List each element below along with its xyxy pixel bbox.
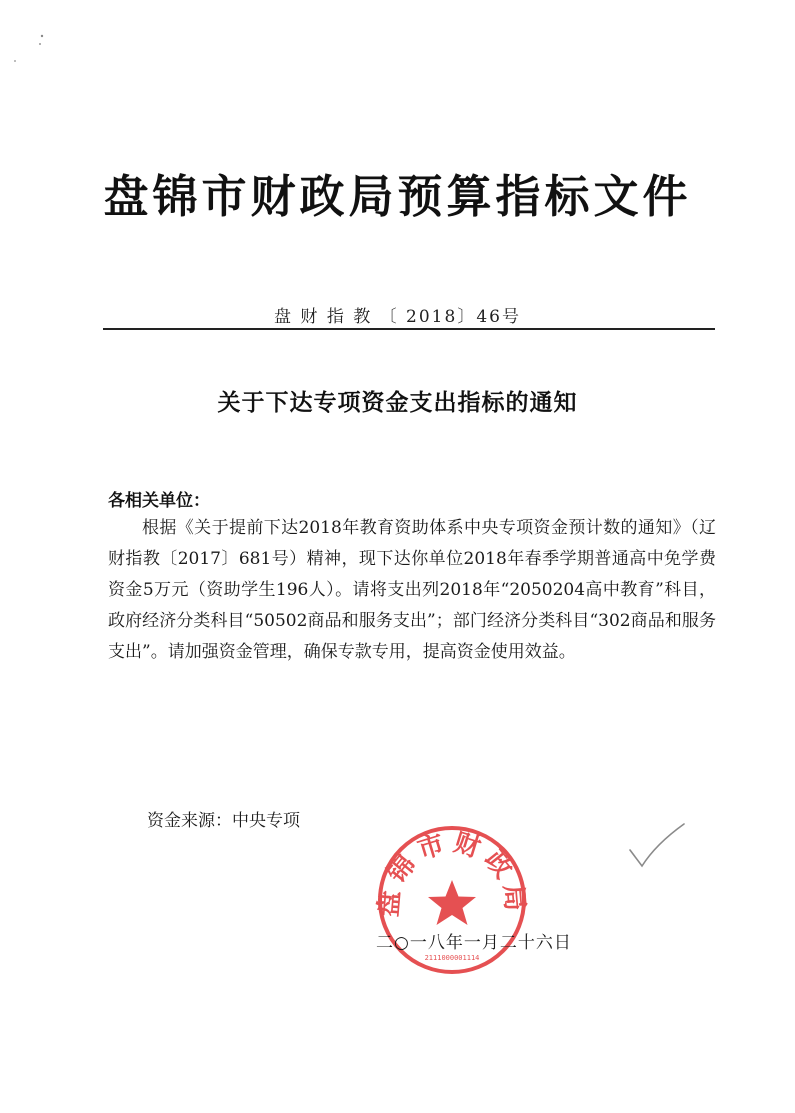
document-number: 盘 财 指 教 〔 2018〕46号 (274, 307, 521, 327)
seal-text: 盘锦市财政局 (373, 827, 531, 918)
funding-source: 资金来源：中央专项 (147, 811, 300, 831)
salutation: 各相关单位： (108, 491, 210, 511)
header-title: 盘锦市财政局预算指标文件 (103, 170, 692, 223)
seal-star-icon (428, 880, 476, 925)
notice-subject: 关于下达专项资金支出指标的通知 (217, 389, 578, 416)
header-divider (103, 328, 715, 330)
body-paragraph: 根据《关于提前下达2018年教育资助体系中央专项资金预计数的通知》（辽财指教〔2017〕681号）精神，现下达你单位2018年春季学期普通高中免学费资金5万元（资助学生196人）。请将支出列2018年“2050204高中教育”科目，政府经济分类科目“50502商品和服务支出”；部门经济分类科目“302商品和服务支出”。请加强资金管理，确保专款专用，提高资金使用效益。 (108, 518, 716, 662)
checkmark-icon (622, 820, 692, 880)
issue-date: 二○一八年一月二十六日 (376, 933, 572, 953)
seal-serial: 2111000001114 (424, 954, 480, 962)
body-text (108, 513, 716, 668)
official-seal (368, 820, 536, 980)
scan-specks (0, 0, 60, 80)
